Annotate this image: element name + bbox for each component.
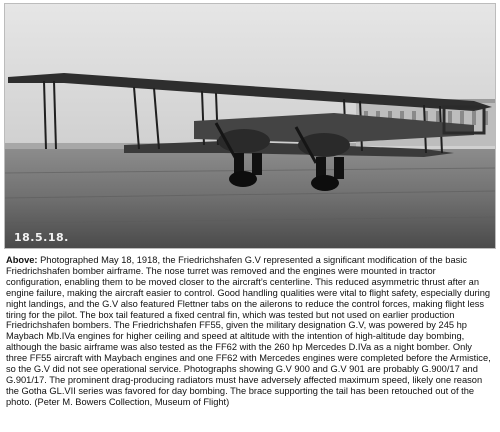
caption-lead: Above: bbox=[6, 255, 38, 265]
photo-caption bbox=[6, 255, 494, 408]
biplane-bomber-photo bbox=[4, 3, 496, 249]
photo-date-stamp: 18.5.18. bbox=[14, 231, 69, 244]
caption-body: Photographed May 18, 1918, the Friedrichshafen G.V represented a significant modification of the basic Friedrichshafen bomber airframe. The nose turret was removed and the engines were mounted in tractor configuration, enabling them to be moved closer to the aircraft’s centerline. This reduced asymmetric thrust after an engine failure, making the aircraft easier to control. Good handling qualities were vital to flight safety, especially during night landings, and the G.V also featured Flettner tabs on the ailerons to reduce the control forces, making flight less tiring for the pilot. The box tail featured a fixed central fin, which was tested but not used on earlier production Friedrichshafen bombers. The Friedrichshafen FF55, given the military designation G.V, was powered by 245 hp Maybach Mb.IVa engines for higher ceiling and speed at altitude with the intention of high-altitude day bombing, although the basic airframe was also tested as the FF62 with the 260 hp Mercedes D.IVa as a night bomber. Only three FF55 aircraft with Maybach engines and one FF62 with Mercedes engines were completed before the Armistice, so the G.V did not see operational service. Photographs showing G.V 900 and G.V 901 are probably G.900/17 and G.901/17. The prominent drag-producing radiators must have adversely affected maximum speed, likely one reason the Gotha GL.VII series was favored for day bombing. The brace supporting the tail has been retouched out of the photo. (Peter M. Bowers Collection, Museum of Flight) bbox=[6, 255, 491, 407]
aircraft-photograph bbox=[4, 3, 496, 249]
